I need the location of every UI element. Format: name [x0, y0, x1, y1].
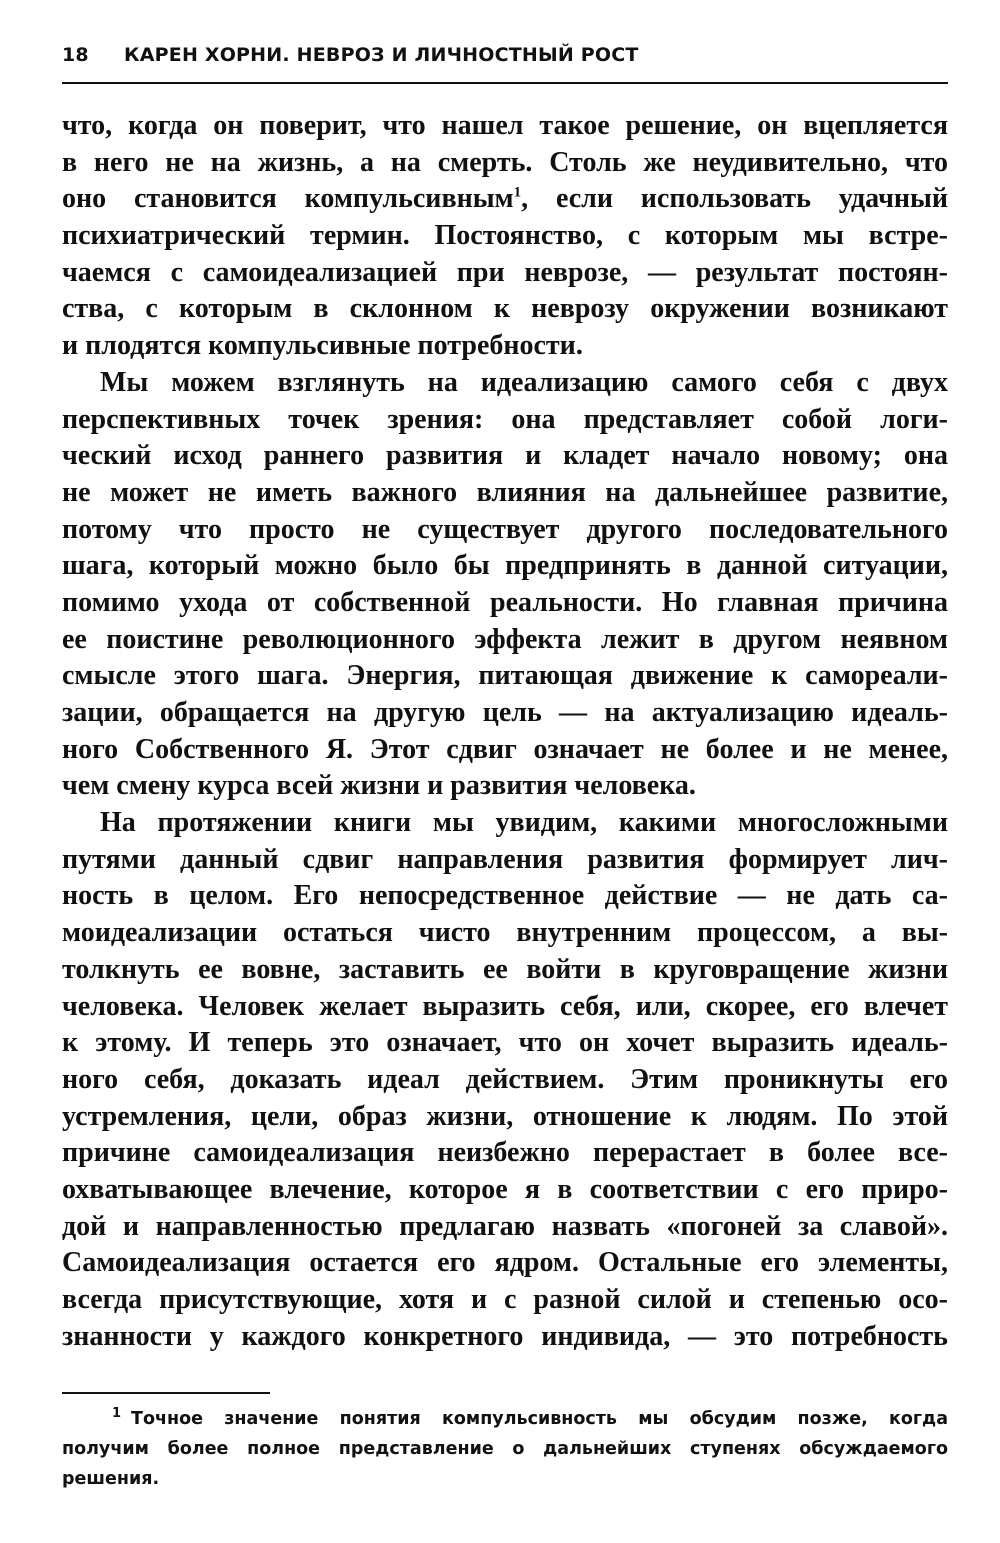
- text-line: дой и направленностью предлагаю назвать «погоней за славой».: [62, 1210, 948, 1242]
- text-line: перспективных точек зрения: она представляет собой логи-: [62, 403, 948, 435]
- footnote-reference[interactable]: 1: [513, 185, 522, 202]
- text-line: знанности у каждого конкретного индивида, — это потребность: [62, 1320, 948, 1352]
- text-line: к этому. И теперь это означает, что он хочет выразить идеаль-: [62, 1027, 948, 1059]
- text-line: потому что просто не существует другого последовательного: [62, 513, 948, 545]
- text-segment: оно становится компульсивным: [62, 183, 514, 215]
- text-line: смысле этого шага. Энергия, питающая движение к самореали-: [62, 660, 948, 692]
- text-line: причине самоидеализация неизбежно перерастает в более все-: [62, 1137, 948, 1169]
- text-line: ность в целом. Его непосредственное действие — не дать са-: [62, 880, 948, 912]
- text-line: психиатрический термин. Постоянство, с которым мы встре-: [62, 220, 948, 252]
- text-line: Мы можем взглянуть на идеализацию самого себя с двух: [100, 366, 948, 398]
- text-line: [62, 181, 948, 218]
- text-line: толкнуть ее вовне, заставить ее войти в круговращение жизни: [62, 953, 948, 985]
- text-line: ства, с которым в склонном к неврозу окружении возникают: [62, 293, 948, 325]
- text-line: и плодятся компульсивные потребности.: [62, 330, 583, 362]
- text-line: что, когда он поверит, что нашел такое решение, он вцепляется: [62, 110, 948, 141]
- main-text: [62, 108, 948, 1355]
- text-line: шага, который можно было бы предпринять в данной ситуации,: [62, 550, 948, 582]
- text-line: ческий исход раннего развития и кладет начало новому; она: [62, 440, 948, 472]
- text-line: охватывающее влечение, которое я в соответствии с его приро-: [62, 1173, 948, 1205]
- text-line: моидеализации остаться чисто внутренним процессом, а вы-: [62, 917, 948, 949]
- text-segment: , если использовать удачный: [521, 183, 948, 215]
- text-line: всегда присутствующие, хотя и с разной силой и степенью осо-: [62, 1284, 948, 1315]
- text-line: ного себя, доказать идеал действием. Этим проникнуты его: [62, 1063, 948, 1095]
- text-line: чем смену курса всей жизни и развития человека.: [62, 770, 696, 802]
- footnote-rule: [62, 1392, 270, 1394]
- running-header: [62, 44, 948, 74]
- text-line: чаемся с самоидеализацией при неврозе, — результат постоян-: [62, 256, 948, 288]
- text-line: устремления, цели, образ жизни, отношение к людям. По этой: [62, 1100, 948, 1132]
- page-number: 18: [62, 44, 89, 66]
- footnote-text: Точное значение понятия компульсивность мы обсудим позже, когда: [131, 1409, 948, 1429]
- text-line: Самоидеализация остается его ядром. Остальные его элементы,: [62, 1247, 948, 1279]
- footnote-line: получим более полное представление о дальнейших ступенях обсуждаемого: [62, 1439, 948, 1459]
- text-line: человека. Человек желает выразить себя, или, скорее, его влечет: [62, 990, 948, 1022]
- text-line: помимо ухода от собственной реальности. Но главная причина: [62, 586, 948, 618]
- text-line: ного Собственного Я. Этот сдвиг означает не более и не менее,: [62, 733, 948, 765]
- text-line: путями данный сдвиг направления развития формирует лич-: [62, 843, 948, 875]
- text-line: На протяжении книги мы увидим, какими многосложными: [100, 807, 948, 839]
- text-line: не может не иметь важного влияния на дальнейшее развитие,: [62, 476, 948, 508]
- footnote-marker: 1: [112, 1406, 122, 1422]
- footnote-line: [62, 1404, 948, 1434]
- text-line: ее поистине революционного эффекта лежит в другом неявном: [62, 623, 948, 655]
- text-line: зации, обращается на другую цель — на актуализацию идеаль-: [62, 697, 948, 728]
- header-rule: [62, 82, 948, 84]
- footnote-line: решения.: [62, 1469, 160, 1489]
- running-title: КАРЕН ХОРНИ. НЕВРОЗ И ЛИЧНОСТНЫЙ РОСТ: [124, 44, 639, 66]
- text-line: в него не на жизнь, а на смерть. Столь же неудивительно, что: [62, 146, 948, 178]
- footnote: [62, 1404, 948, 1494]
